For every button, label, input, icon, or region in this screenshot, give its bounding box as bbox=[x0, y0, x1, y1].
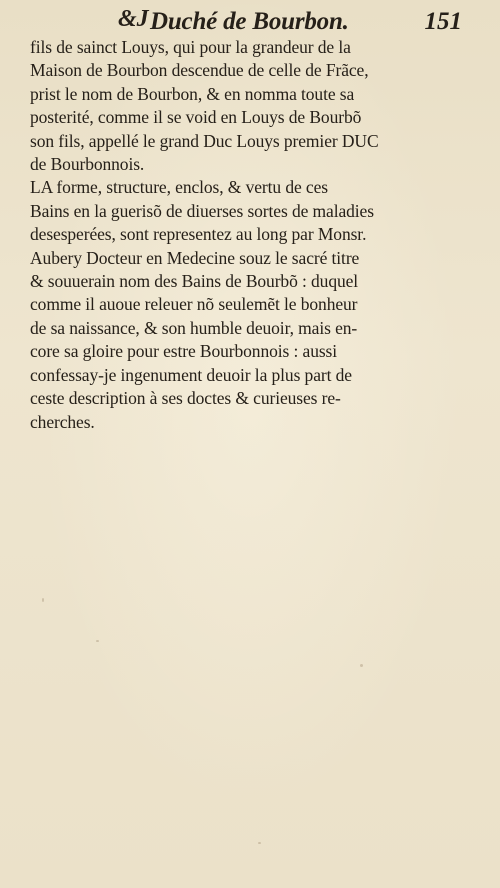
header-ornament: &J bbox=[118, 6, 149, 32]
text-line: Bains en la guerisõ de diuerses sortes de maladies bbox=[30, 200, 374, 221]
text-line: posterité, comme il se void en Louys de Bourbõ bbox=[30, 107, 362, 128]
text-line: Maison de Bourbon descendue de celle de Frãce, bbox=[30, 60, 369, 81]
body-text bbox=[30, 36, 470, 434]
text-line: & souuerain nom des Bains de Bourbõ : duquel bbox=[30, 271, 359, 292]
paper-spot bbox=[360, 664, 363, 667]
text-line: ceste description à ses doctes & curieuses re- bbox=[30, 388, 341, 409]
text-line: son fils, appellé le grand Duc Louys premier DUC bbox=[30, 130, 379, 151]
header-title: Duché de Bourbon. bbox=[150, 8, 349, 35]
text-line: de sa naissance, & son humble deuoir, mais en- bbox=[30, 317, 358, 338]
text-line: cherches. bbox=[30, 411, 95, 432]
page-number: 151 bbox=[424, 8, 462, 35]
text-line: core sa gloire pour estre Bourbonnois : aussi bbox=[30, 341, 338, 362]
running-header bbox=[118, 6, 462, 38]
text-line: de Bourbonnois. bbox=[30, 154, 145, 175]
text-line: Aubery Docteur en Medecine souz le sacré titre bbox=[30, 247, 360, 268]
text-line: prist le nom de Bourbon, & en nomma toute sa bbox=[30, 83, 355, 104]
paragraph bbox=[30, 176, 470, 433]
text-line: comme il auoue releuer nõ seulemẽt le bonheur bbox=[30, 294, 358, 315]
paper-spot bbox=[258, 842, 261, 844]
paper-spot bbox=[42, 598, 44, 602]
paragraph bbox=[30, 36, 470, 176]
text-line: confessay-je ingenument deuoir la plus part de bbox=[30, 364, 352, 385]
paper-spot bbox=[96, 640, 99, 642]
text-line: LA forme, structure, enclos, & vertu de ces bbox=[30, 177, 328, 198]
text-line: fils de sainct Louys, qui pour la grandeur de la bbox=[30, 37, 351, 57]
text-line: desesperées, sont representez au long par Monsr. bbox=[30, 224, 367, 245]
